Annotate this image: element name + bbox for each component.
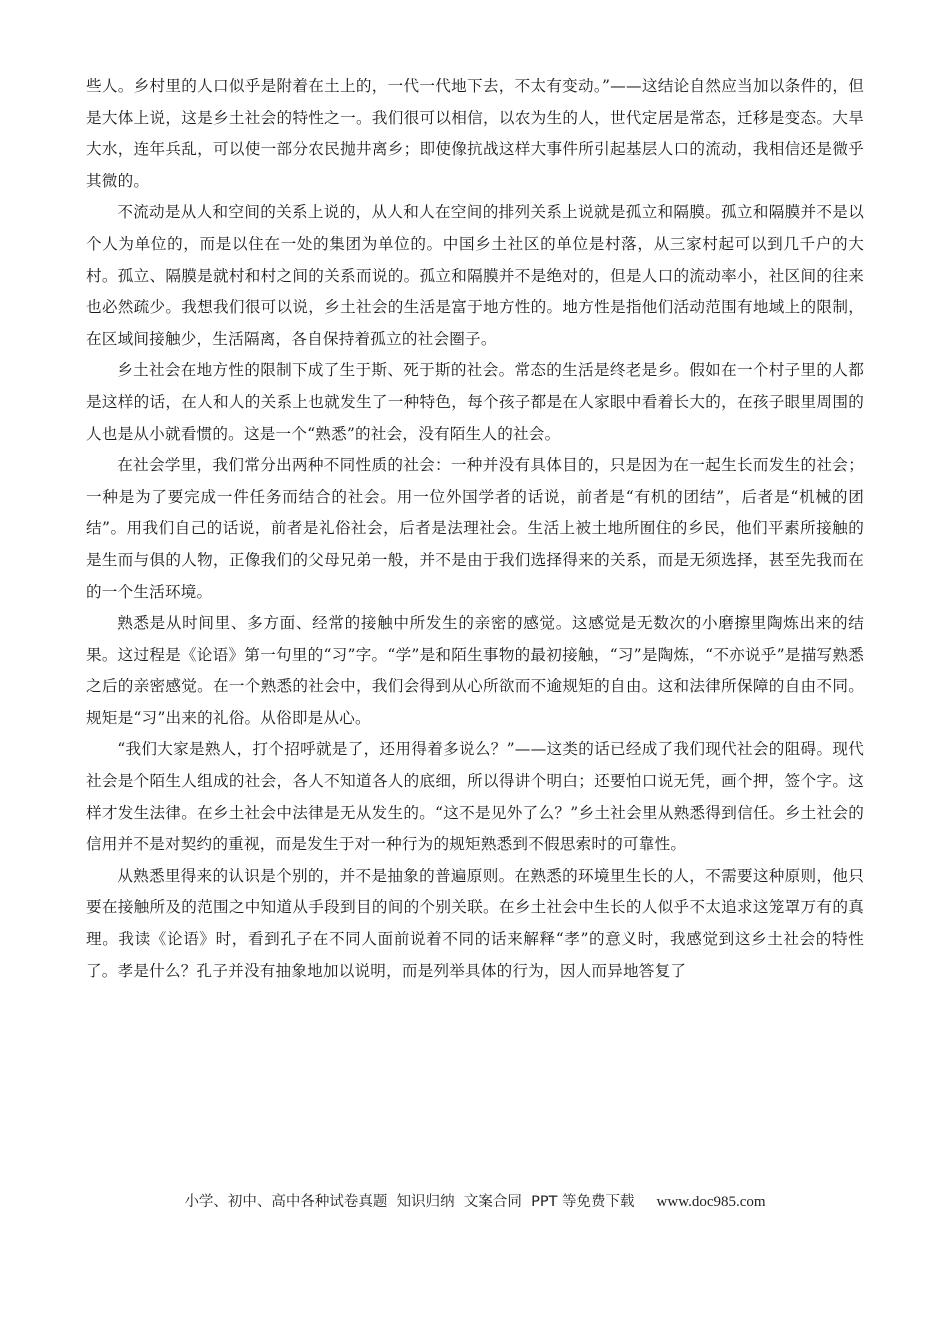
- document-body: [86, 71, 864, 987]
- paragraph-3: 乡土社会在地方性的限制下成了生于斯、死于斯的社会。常态的生活是终老是乡。假如在一个村子里的人都是这样的话，在人和人的关系上也就发生了一种特色，每个孩子都是在人家眼中看着长大的，在孩子眼里周围的人也是从小就看惯的。这是一个“熟悉”的社会，没有陌生人的社会。: [86, 361, 864, 443]
- paragraph-4: 在社会学里，我们常分出两种不同性质的社会：一种并没有具体目的，只是因为在一起生长而发生的社会；一种是为了要完成一件任务而结合的社会。用一位外国学者的话说，前者是“有机的团结”，后者是“机械的团结”。用我们自己的话说，前者是礼俗社会，后者是法理社会。生活上被土地所囿住的乡民，他们平素所接触的是生而与俱的人物，正像我们的父母兄弟一般，并不是由于我们选择得来的关系，而是无须选择，甚至先我而在的一个生活环境。: [86, 456, 864, 601]
- paragraph-7: 从熟悉里得来的认识是个别的，并不是抽象的普遍原则。在熟悉的环境里生长的人，不需要这种原则，他只要在接触所及的范围之中知道从手段到目的间的个别关联。在乡土社会中生长的人似乎不太追求这笼罩万有的真理。我读《论语》时，看到孔子在不同人面前说着不同的话来解释“孝”的意义时，我感觉到这乡土社会的特性了。孝是什么？孔子并没有抽象地加以说明，而是列举具体的行为，因人而异地答复了: [86, 866, 864, 980]
- paragraph-6: “我们大家是熟人，打个招呼就是了，还用得着多说么？”——这类的话已经成了我们现代社会的阻碍。现代社会是个陌生人组成的社会，各人不知道各人的底细，所以得讲个明白；还要怕口说无凭，画个押，签个字。这样才发生法律。在乡土社会中法律是无从发生的。“这不是见外了么？”乡土社会里从熟悉得到信任。乡土社会的信用并不是对契约的重视，而是发生于对一种行为的规矩熟悉到不假思索时的可靠性。: [86, 740, 864, 854]
- paragraph-5: 熟悉是从时间里、多方面、经常的接触中所发生的亲密的感觉。这感觉是无数次的小磨擦里陶炼出来的结果。这过程是《论语》第一句里的“习”字。“学”是和陌生事物的最初接触，“习”是陶炼，“不亦说乎”是描写熟悉之后的亲密感觉。在一个熟悉的社会中，我们会得到从心所欲而不逾规矩的自由。这和法律所保障的自由不同。规矩是“习”出来的礼俗。从俗即是从心。: [86, 614, 864, 727]
- paragraph-1: 些人。乡村里的人口似乎是附着在土上的，一代一代地下去，不太有变动。”——这结论自然应当加以条件的，但是大体上说，这是乡土社会的特性之一。我们很可以相信，以农为生的人，世代定居是常态，迁移是变态。大旱大水，连年兵乱，可以使一部分农民抛井离乡；即使像抗战这样大事件所引起基层人口的流动，我相信还是微乎其微的。: [86, 77, 864, 190]
- page-footer: [0, 1190, 950, 1211]
- paragraph-2: 不流动是从人和空间的关系上说的，从人和人在空间的排列关系上说就是孤立和隔膜。孤立和隔膜并不是以个人为单位的，而是以住在一处的集团为单位的。中国乡土社区的单位是村落，从三家村起可以到几千户的大村。孤立、隔膜是就村和村之间的关系而说的。孤立和隔膜并不是绝对的，但是人口的流动率小，社区间的往来也必然疏少。我想我们很可以说，乡土社会的生活是富于地方性的。地方性是指他们活动范围有地域上的限制，在区域间接触少，生活隔离，各自保持着孤立的社会圈子。: [86, 203, 864, 348]
- footer-text: 小学、初中、高中各种试卷真题 知识归纳 文案合同 PPT 等免费下载: [184, 1194, 635, 1210]
- footer-url[interactable]: www.doc985.com: [656, 1194, 766, 1210]
